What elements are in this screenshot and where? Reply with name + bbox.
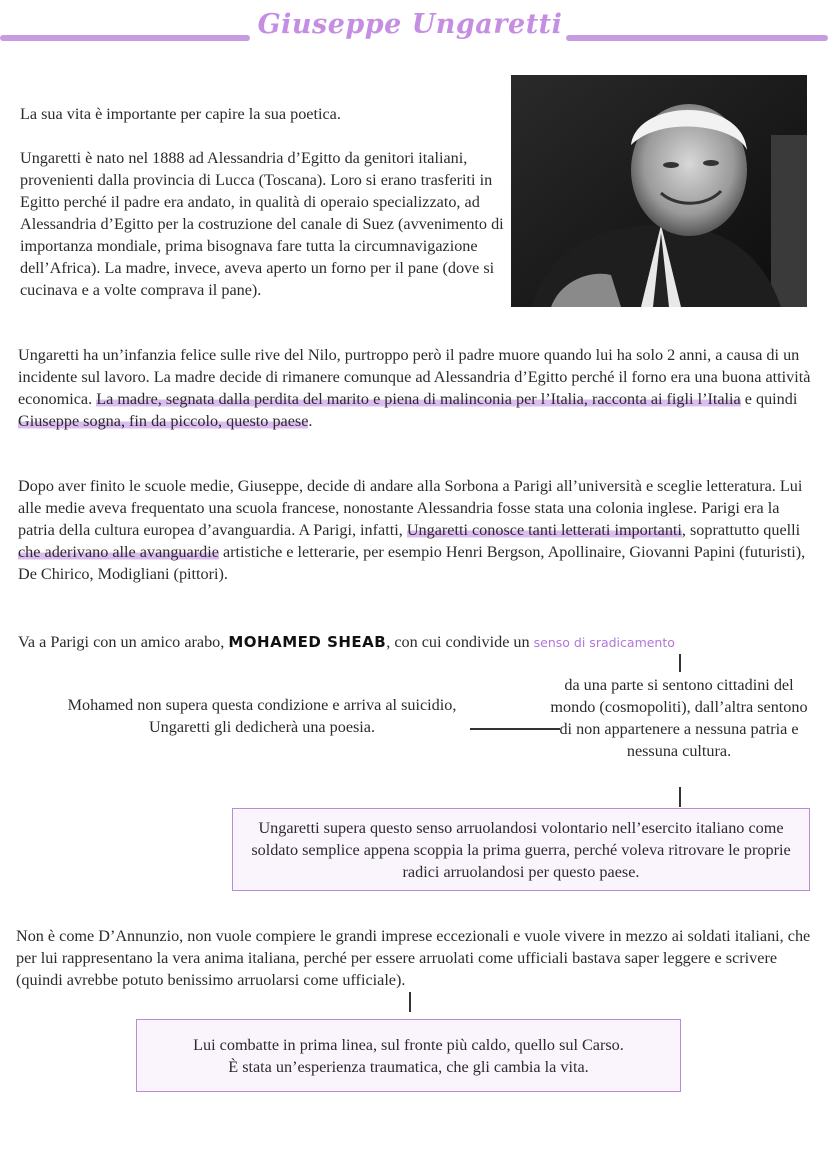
- cosmopolitan-note: da una parte si sentono cittadini del mondo (cosmopoliti), dall’altra sentono di non appartenere a nessuna patria e nessuna cultura.: [550, 676, 808, 760]
- childhood-text-middle: e quindi: [740, 390, 798, 408]
- trauma-text: È stata un’esperienza traumatica, che gli cambia la vita.: [228, 1058, 589, 1076]
- connector-concept-down: [679, 654, 681, 672]
- friend-name: MOHAMED SHEAB: [228, 633, 387, 651]
- childhood-text-end: .: [308, 412, 313, 430]
- childhood-paragraph: [18, 344, 818, 432]
- childhood-text-start: Ungaretti ha un’infanzia felice sulle rive del Nilo, purtroppo però il padre muore quando lui ha solo 2 anni, a causa di un incidente sul lavoro. La madre decide di rimanere comunque ad Alessandria d’Egitto perché il forno era una buona attività economica.: [18, 346, 811, 408]
- mohamed-note: Mohamed non supera questa condizione e arriva al suicidio, Ungaretti gli dedicherà una poesia.: [67, 696, 457, 736]
- paris-text-start: Dopo aver finito le scuole medie, Giuseppe, decide di andare alla Sorbona a Parigi all’università e sceglie letteratura. Lui alle medie aveva frequentato una scuola francese, nonostante Alessandria fosse stata una colonia inglese. Parigi era la patria della cultura europea d’avanguardia. A Parigi, infatti,: [18, 477, 803, 539]
- friend-text-middle: , con cui condivide un: [386, 633, 534, 651]
- connector-to-box2: [409, 992, 411, 1012]
- friend-paragraph: [18, 631, 818, 654]
- childhood-highlight-dream: Giuseppe sogna, fin da piccolo, questo paese: [18, 412, 309, 430]
- front-line-box: [136, 1019, 681, 1092]
- page-title: Giuseppe Ungaretti: [257, 9, 563, 40]
- paris-highlight-letterati: Ungaretti conosce tanti letterati importanti: [406, 521, 682, 539]
- paris-paragraph: [18, 475, 818, 585]
- childhood-highlight-mother: La madre, segnata dalla perdita del marito e piena di malinconia per l’Italia, racconta ai figli l’Italia: [96, 390, 741, 408]
- paris-text-end: artistiche e letterarie, per esempio Henri Bergson, Apollinaire, Giovanni Papini (futuristi), De Chirico, Modigliani (pittori).: [18, 543, 806, 583]
- title-rule-left: [0, 35, 250, 41]
- paris-text-middle: , soprattutto quelli: [681, 521, 801, 539]
- dannunzio-paragraph: Non è come D’Annunzio, non vuole compiere le grandi imprese eccezionali e vuole vivere in mezzo ai soldati italiani, che per lui rappresentano la vera anima italiana, perché per essere arruolati come ufficiali bastava saper leggere e scrivere (quindi avrebbe potuto benissimo arruolarsi come ufficiale).: [16, 927, 811, 989]
- front-line-text: Lui combatte in prima linea, sul fronte più caldo, quello sul Carso.: [193, 1036, 624, 1054]
- portrait-illustration: [511, 75, 807, 307]
- title-rule-right: [566, 35, 828, 41]
- volunteer-box: Ungaretti supera questo senso arruolandosi volontario nell’esercito italiano come soldato semplice appena scoppia la prima guerra, perché voleva ritrovare le proprie radici arruolandosi per questo paese.: [232, 808, 810, 891]
- friend-text-start: Va a Parigi con un amico arabo,: [18, 633, 229, 651]
- connector-mohamed: [470, 728, 560, 730]
- intro-text: La sua vita è importante per capire la sua poetica.: [20, 105, 341, 123]
- connector-to-box1: [679, 787, 681, 807]
- birth-paragraph: Ungaretti è nato nel 1888 ad Alessandria d’Egitto da genitori italiani, provenienti dalla provincia di Lucca (Toscana). Loro si erano trasferiti in Egitto perché il padre era andato, in qualità di operaio specializzato, ad Alessandria d’Egitto per la costruzione del canale di Suez (avvenimento di importanza mondiale, prima bisognava fare tutta la circumnavigazione dell’Africa). La madre, invece, aveva aperto un forno per il pane (dove si cucinava e a volte comprava il pane).: [20, 149, 504, 299]
- portrait-photo: [511, 75, 807, 307]
- uprooting-concept: senso di sradicamento: [533, 635, 675, 650]
- paris-highlight-avanguardie: che aderivano alle avanguardie: [18, 543, 219, 561]
